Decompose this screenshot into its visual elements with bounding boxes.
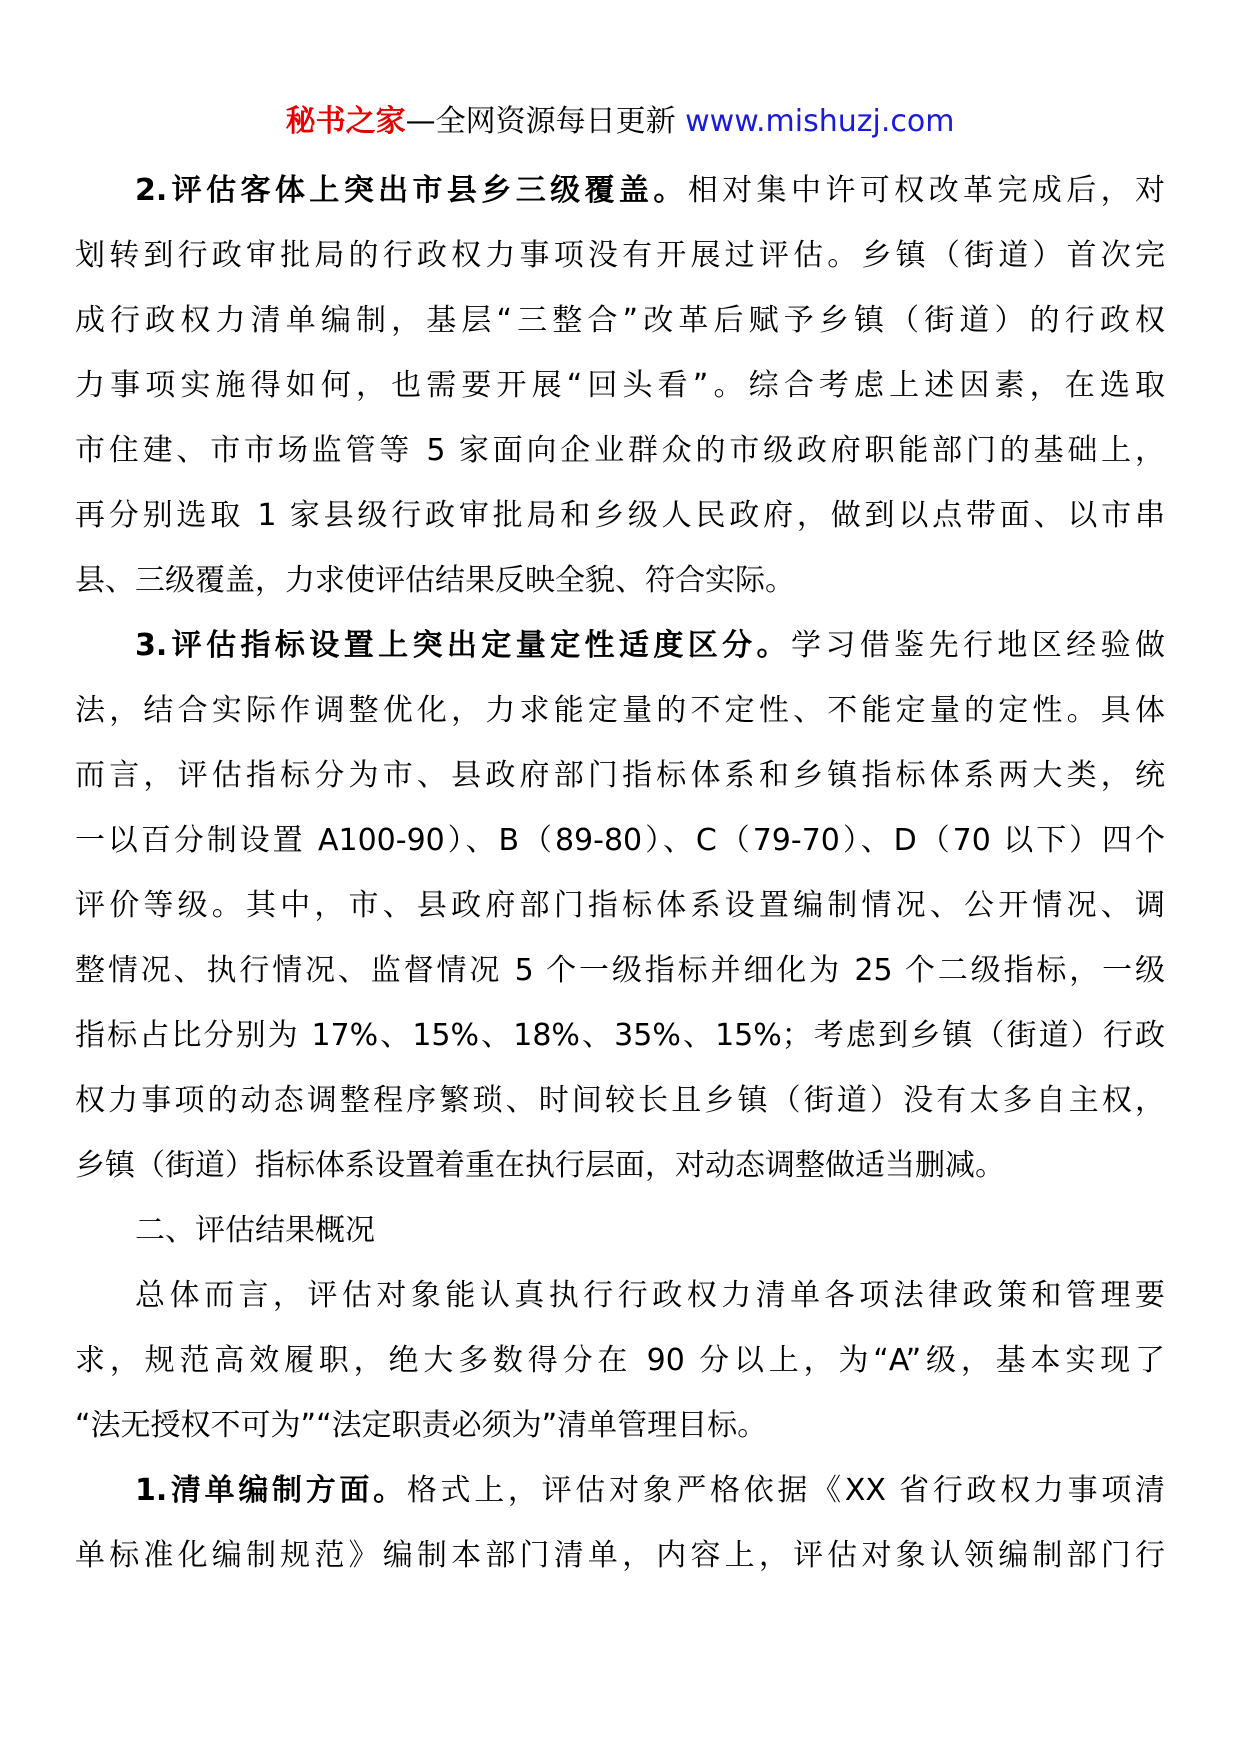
text-line bbox=[75, 1458, 1165, 1523]
line-text: 单标准化编制规范》编制本部门清单，内容上，评估对象认领编制部门行 bbox=[75, 1538, 1165, 1573]
text-line bbox=[75, 1263, 1165, 1328]
line-text: 指标占比分别为 17%、15%、18%、35%、15%；考虑到乡镇（街道）行政 bbox=[75, 1018, 1165, 1053]
line-text: 乡镇（街道）指标体系设置着重在执行层面，对动态调整做适当删减。 bbox=[75, 1148, 1005, 1183]
text-line bbox=[75, 1393, 1165, 1458]
line-text: 求，规范高效履职，绝大多数得分在 90 分以上，为“A”级，基本实现了 bbox=[75, 1343, 1165, 1378]
text-line bbox=[75, 873, 1165, 938]
text-line bbox=[75, 1133, 1165, 1198]
page-header bbox=[0, 102, 1240, 142]
text-line bbox=[75, 353, 1165, 418]
text-line bbox=[75, 1003, 1165, 1068]
text-line bbox=[75, 223, 1165, 288]
line-text: 相对集中许可权改革完成后，对 bbox=[687, 173, 1166, 208]
line-text: 法，结合实际作调整优化，力求能定量的不定性、不能定量的定性。具体 bbox=[75, 693, 1165, 728]
text-line bbox=[75, 483, 1165, 548]
line-text: “法无授权不可为”“法定职责必须为”清单管理目标。 bbox=[75, 1408, 768, 1443]
line-text: 市住建、市市场监管等 5 家面向企业群众的市级政府职能部门的基础上， bbox=[75, 433, 1165, 468]
line-text: 而言，评估指标分为市、县政府部门指标体系和乡镇指标体系两大类，统 bbox=[75, 758, 1165, 793]
line-text: 整情况、执行情况、监督情况 5 个一级指标并细化为 25 个二级指标，一级 bbox=[75, 953, 1165, 988]
line-text: 县、三级覆盖，力求使评估结果反映全貌、符合实际。 bbox=[75, 563, 795, 598]
line-text: 二、评估结果概况 bbox=[135, 1213, 375, 1248]
line-text: 学习借鉴先行地区经验做 bbox=[790, 628, 1165, 663]
section-title bbox=[75, 1198, 1165, 1263]
section-heading: 2.评估客体上突出市县乡三级覆盖。 bbox=[135, 173, 688, 208]
header-tagline: —全网资源每日更新 bbox=[405, 104, 676, 139]
text-line bbox=[75, 548, 1165, 613]
text-line bbox=[75, 418, 1165, 483]
text-line bbox=[75, 288, 1165, 353]
text-line bbox=[75, 808, 1165, 873]
brand-name: 秘书之家 bbox=[285, 104, 406, 139]
line-text: 成行政权力清单编制，基层“三整合”改革后赋予乡镇（街道）的行政权 bbox=[75, 303, 1165, 338]
line-text: 一以百分制设置 A100-90）、B（89-80）、C（79-70）、D（70 以下）四个 bbox=[75, 823, 1165, 858]
text-line bbox=[75, 743, 1165, 808]
line-text: 力事项实施得如何，也需要开展“回头看”。综合考虑上述因素，在选取 bbox=[75, 368, 1165, 403]
text-line bbox=[75, 678, 1165, 743]
line-text: 权力事项的动态调整程序繁琐、时间较长且乡镇（街道）没有太多自主权， bbox=[75, 1083, 1165, 1118]
line-text: 划转到行政审批局的行政权力事项没有开展过评估。乡镇（街道）首次完 bbox=[75, 238, 1165, 273]
header-url-link[interactable]: www.mishuzj.com bbox=[685, 104, 955, 139]
text-line bbox=[75, 613, 1165, 678]
text-line bbox=[75, 938, 1165, 1003]
line-text: 评价等级。其中，市、县政府部门指标体系设置编制情况、公开情况、调 bbox=[75, 888, 1165, 923]
section-heading: 3.评估指标设置上突出定量定性适度区分。 bbox=[135, 628, 791, 663]
text-line bbox=[75, 1328, 1165, 1393]
line-text: 总体而言，评估对象能认真执行行政权力清单各项法律政策和管理要 bbox=[135, 1278, 1165, 1313]
text-line bbox=[75, 158, 1165, 223]
text-line bbox=[75, 1068, 1165, 1133]
section-heading: 1.清单编制方面。 bbox=[135, 1473, 407, 1508]
line-text: 再分别选取 1 家县级行政审批局和乡级人民政府，做到以点带面、以市串 bbox=[75, 498, 1165, 533]
document-body bbox=[75, 158, 1165, 1588]
text-line bbox=[75, 1523, 1165, 1588]
line-text: 格式上，评估对象严格依据《XX 省行政权力事项清 bbox=[406, 1473, 1165, 1508]
